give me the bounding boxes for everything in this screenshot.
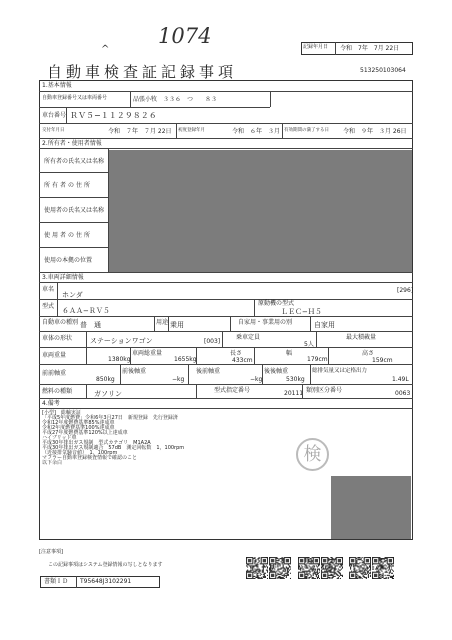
remark-line: 平成30年排出ガス規制 型式カテゴリ M1A2A [42,440,151,446]
width-label: 幅 [286,350,293,357]
remark-line: 平成30年排出ガス規制適合 57dB 測定回転数 1，100rpm [42,445,185,451]
redacted-remarks-area [331,476,411,539]
vin-value: ＲＶ５−１１２９８２６ [70,111,157,120]
document-id: 513250103064 [360,67,406,74]
fuel-value: ガソリン [94,390,122,398]
kind-label: 自動車の種別 [42,319,79,326]
remark-line: 平成27年度燃費基準120%以上達成車 [42,430,128,436]
use-value: 乗用 [170,321,184,329]
maker-value: ホンダ [62,291,83,299]
note-heading: [注意事項] [39,549,63,555]
remark-line: [小型] 総輸実証 [42,410,81,416]
record-date-label: 記録年月日 [303,44,329,50]
first-reg-label: 初度登録年月 [178,128,205,133]
weight-value: 1380kg [108,356,131,363]
gross-label: 車両総重量 [132,350,163,357]
section4-heading: 4.備考 [42,400,60,407]
user-name-label: 使用者の氏名又は名称 [44,207,105,214]
reg-value: 品張小牧 ３３６ つ ８３ [133,96,218,103]
fr-axle-label: 前後軸重 [122,368,147,375]
qr-code-1 [246,557,268,579]
note-text: この記録事項はシステム登録情報の写しとなります [48,562,163,568]
qr-code-6 [372,557,394,579]
document-id-label: 書類ＩＤ [44,578,69,585]
redacted-owner-info [109,150,412,272]
gross-value: 1655kg [174,356,197,363]
type-approval-label: 型式指定番号 [214,387,251,394]
weight-label: 車両重量 [42,352,67,359]
remark-line: ハイブリッド車 [42,435,77,441]
use-label: 用途 [156,319,169,326]
base-location-label: 使用の本拠の位置 [44,257,93,264]
ff-axle-label: 前前軸重 [42,370,67,377]
body-label: 車体の形状 [42,335,73,342]
qr-code-2 [269,557,291,579]
issue-label: 交付年月日 [42,128,65,133]
section2-heading: 2.所有者・使用者情報 [42,140,102,147]
reg-label: 自動車登録番号又は車両番号 [42,95,108,101]
remarks-block [42,411,292,466]
qr-code-4 [321,557,343,579]
qr-code-5 [349,557,371,579]
remark-line: マフラー自動車登録検査情報で確認のこと [42,455,138,461]
rr-axle-value: 530kg [286,376,305,383]
remark-line: 令和12年度燃費基準85%達成車 [42,420,115,426]
private-label: 自家用・事業用の別 [238,319,293,326]
max-load-label: 最大積載量 [346,334,377,341]
category-label: 類別区分番号 [306,387,343,394]
length-value: 433cm [232,357,253,364]
length-label: 長さ [230,350,243,357]
model-value: ６ＡＡ−ＲＶ５ [62,307,110,315]
remark-line: 「平成5年度燃費」令和6年3月27日 新規登録 先行登録済 [42,415,178,421]
kind-value: 普 通 [80,321,101,329]
expiry-value: 令和 ９年 ３月 26日 [343,128,407,135]
first-reg-value: 令和 ６年 ３月 [232,128,281,135]
handwritten-number: 1074 [158,24,212,48]
body-code: [003] [204,338,221,345]
rf-axle-value: −kg [250,376,263,383]
qr-code-3 [298,557,320,579]
fuel-label: 燃料の種類 [42,388,73,395]
maker-label: 車名 [42,286,55,293]
rf-axle-label: 後前軸重 [196,368,221,375]
document-id-value: T95648J3102291 [80,578,132,585]
user-address-label: 使用者の住所 [44,232,93,239]
fr-axle-value: −kg [172,376,185,383]
vin-label: 車台番号 [42,112,67,119]
model-label: 型式 [42,303,55,310]
type-approval-value: 20111 [284,390,304,397]
body-value: ステーションワゴン [90,337,153,345]
handwritten-mark: ^ [101,44,110,55]
remark-line: 令和2年度燃費基準100%達成車 [42,425,115,431]
engine-label: 原動機の型式 [258,300,295,307]
displacement-value: 1.49L [392,376,409,383]
width-value: 179cm [307,356,328,363]
ff-axle-value: 850kg [96,376,115,383]
height-value: 159cm [372,357,393,364]
section3-heading: 3.車両詳細情報 [42,274,84,281]
section1-heading: 1.基本情報 [42,82,72,89]
engine-value: ＬＥＣ−Ｈ５ [281,308,322,316]
capacity-label: 乗車定員 [236,334,261,341]
height-label: 高さ [362,350,375,357]
owner-address-label: 所有者の住所 [44,182,93,189]
inspection-stamp: 検 [296,438,329,471]
issue-value: 令和 ７年 ７月 22日 [108,128,172,135]
remark-line: 以下余白 [42,460,63,466]
category-value: 0063 [395,390,411,397]
rr-axle-label: 後後軸重 [264,368,289,375]
displacement-label: 総排気量又は定格出力 [312,368,368,374]
owner-name-label: 所有者の氏名又は名称 [44,158,105,165]
capacity-value: 5人 [304,341,314,348]
private-value: 自家用 [314,321,335,329]
maker-code: [296] [397,287,414,294]
page-title: 自動車検査証記録事項 [47,63,238,81]
expiry-label: 有効期間の満了する日 [284,128,329,133]
record-date-value: 令和 7年 7月 22日 [340,45,400,52]
remark-line: （近接排気騒音値） 1，100rpm [42,450,118,456]
